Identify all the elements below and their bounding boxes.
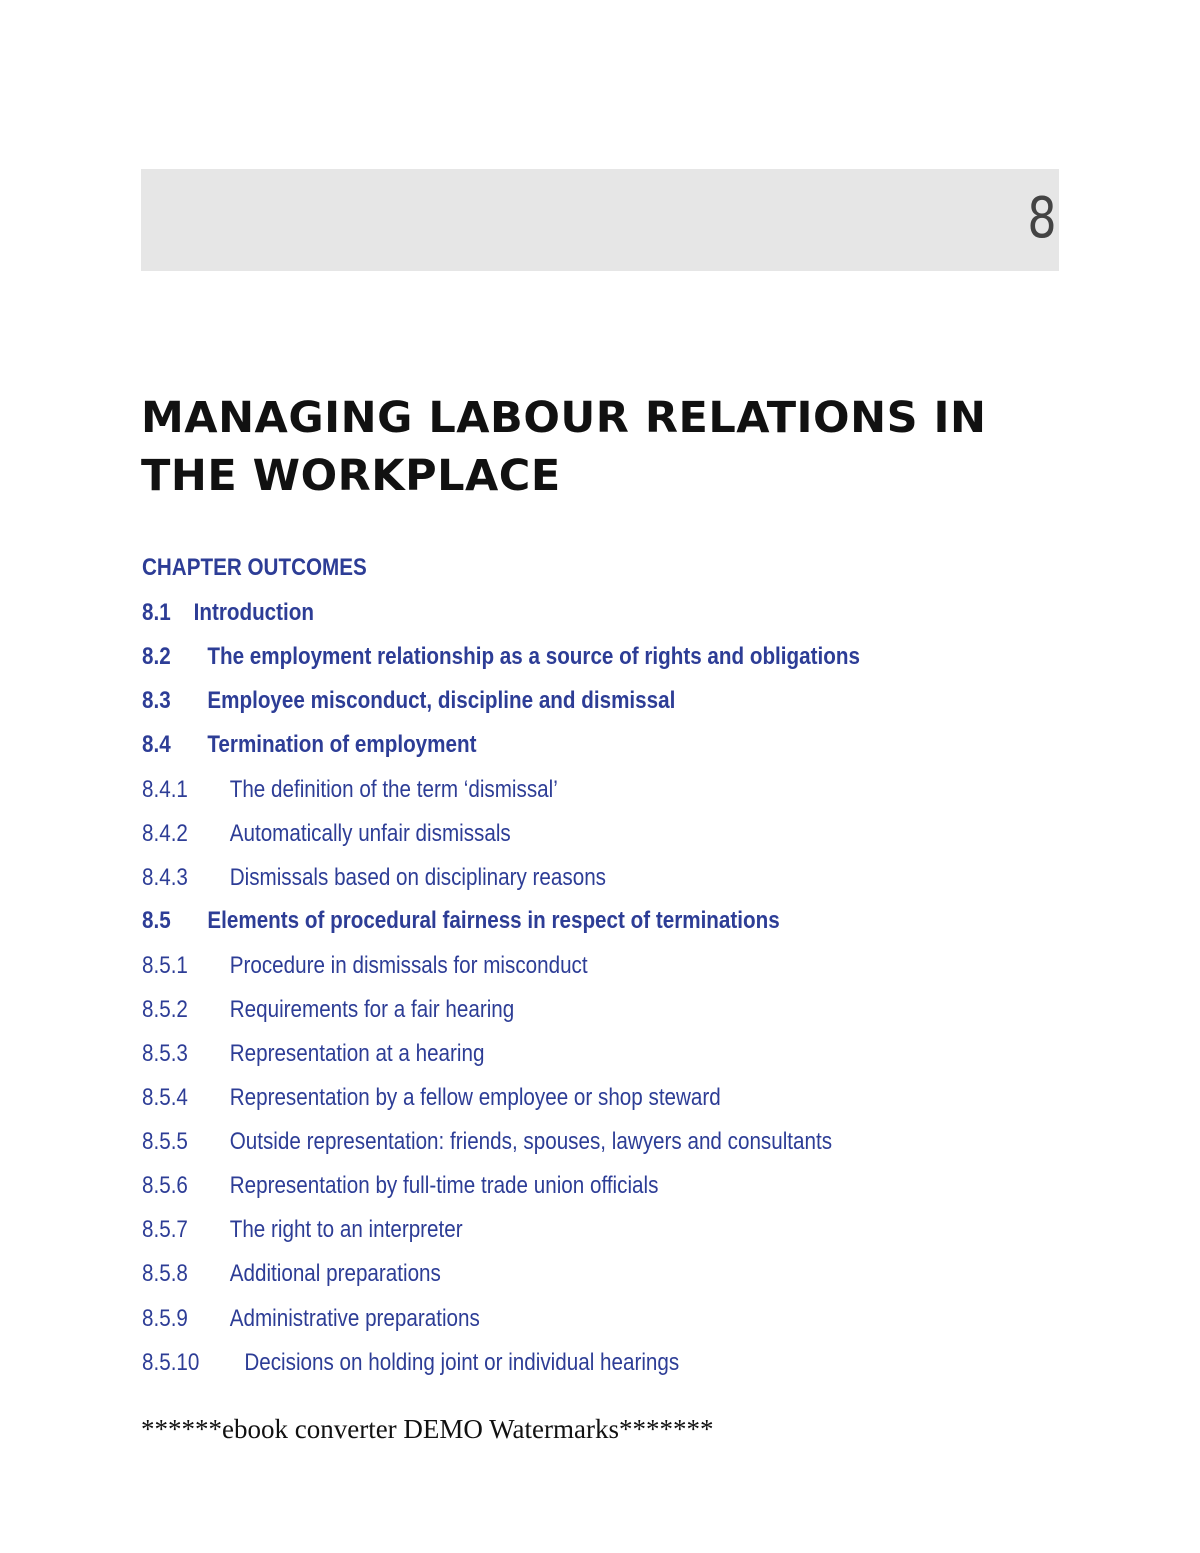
toc-item-label: Administrative preparations — [229, 1305, 480, 1332]
toc-item-number: 8.4.1 — [142, 776, 188, 803]
toc-item[interactable] — [142, 1127, 832, 1157]
toc-item-number: 8.5.4 — [142, 1084, 188, 1111]
toc-item-number: 8.5.10 — [142, 1349, 200, 1376]
toc-item-label: Automatically unfair dismissals — [229, 820, 511, 847]
toc-item[interactable] — [142, 1039, 484, 1069]
toc-item-number: 8.5 — [142, 907, 171, 934]
toc-item[interactable] — [142, 1215, 463, 1245]
toc-item[interactable] — [142, 1304, 480, 1334]
toc-item-label: Dismissals based on disciplinary reasons — [229, 864, 606, 891]
toc-item-label: Additional preparations — [229, 1260, 441, 1287]
chapter-title: MANAGING LABOUR RELATIONS IN THE WORKPLACE — [141, 393, 987, 501]
toc-item-number: 8.1 — [142, 599, 171, 626]
toc-item-number: 8.5.2 — [142, 996, 188, 1023]
toc-item-number: 8.5.6 — [142, 1172, 188, 1199]
toc-item[interactable] — [142, 863, 606, 893]
watermark-text: ******ebook converter DEMO Watermarks******* — [141, 1414, 714, 1444]
toc-item-number: 8.4 — [142, 731, 171, 758]
toc-item[interactable] — [142, 1083, 721, 1113]
toc-item[interactable] — [142, 819, 511, 849]
toc-item-label: Elements of procedural fairness in respect of terminations — [207, 907, 780, 934]
toc-item-number: 8.5.3 — [142, 1040, 188, 1067]
chapter-outcomes-heading — [142, 553, 367, 583]
toc-item-number: 8.3 — [142, 687, 171, 714]
chapter-number: 8 — [1027, 186, 1057, 251]
toc-item-number: 8.5.9 — [142, 1305, 188, 1332]
toc-item-number: 8.5.8 — [142, 1260, 188, 1287]
toc-item-label: Employee misconduct, discipline and dismissal — [207, 687, 676, 714]
toc-item[interactable] — [142, 906, 780, 936]
toc-item[interactable] — [142, 686, 675, 716]
toc-item[interactable] — [142, 775, 558, 805]
toc-item[interactable] — [142, 730, 476, 760]
toc-item-label: Decisions on holding joint or individual hearings — [244, 1349, 680, 1376]
toc-item-label: Representation by full-time trade union officials — [229, 1172, 659, 1199]
chapter-number-band — [141, 169, 1059, 271]
toc-item-label: The employment relationship as a source of rights and obligations — [207, 643, 860, 670]
toc-item-label: Representation by a fellow employee or shop steward — [229, 1084, 721, 1111]
toc-item-label: Procedure in dismissals for misconduct — [229, 952, 588, 979]
toc-item-label: Requirements for a fair hearing — [229, 996, 515, 1023]
toc-item-number: 8.5.5 — [142, 1128, 188, 1155]
toc-item-label: Outside representation: friends, spouses, lawyers and consultants — [229, 1128, 833, 1155]
toc-item[interactable] — [142, 1171, 658, 1201]
toc-item-label: The right to an interpreter — [229, 1216, 463, 1243]
toc-item[interactable] — [142, 598, 314, 628]
toc-item[interactable] — [142, 1348, 679, 1378]
toc-item-label: Representation at a hearing — [229, 1040, 485, 1067]
toc-item-label: Termination of employment — [207, 731, 477, 758]
toc-item-number: 8.5.7 — [142, 1216, 188, 1243]
toc-item[interactable] — [142, 642, 860, 672]
toc-item[interactable] — [142, 995, 514, 1025]
toc-item-label: The definition of the term ‘dismissal’ — [229, 776, 558, 803]
toc-item-label: Introduction — [193, 599, 314, 626]
toc-item-number: 8.4.3 — [142, 864, 188, 891]
toc-item[interactable] — [142, 951, 588, 981]
toc-item-number: 8.4.2 — [142, 820, 188, 847]
toc-heading-label: CHAPTER OUTCOMES — [142, 554, 367, 581]
toc-item[interactable] — [142, 1259, 441, 1289]
toc-item-number: 8.2 — [142, 643, 171, 670]
toc-item-number: 8.5.1 — [142, 952, 188, 979]
